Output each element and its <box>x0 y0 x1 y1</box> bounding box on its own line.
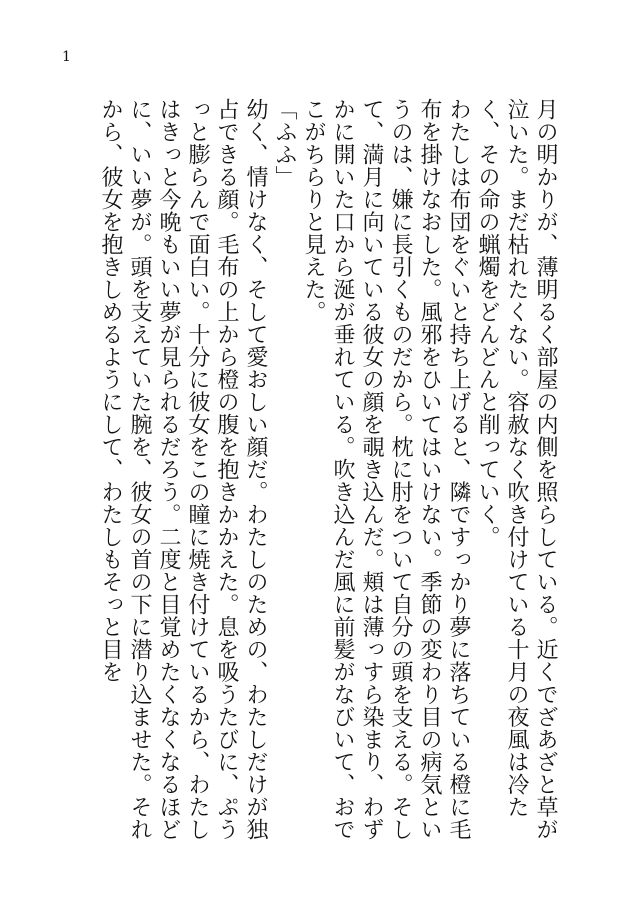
paragraph-3: 「ふふ」 <box>272 98 297 188</box>
paragraph-4: 幼く、情けなく、そして愛おしい顔だ。わたしのための、わたしだけが独占できる顔。毛布の上から橙の腹を抱きかかえた。息を吸うたびに、ぷうっと膨らんで面白い。十分に彼女をこの瞳に焼き付けているから、わたしはきっと今晩もいい夢が見られるだろう。二度と目覚めたくなくなるほどに、いい夢が。頭を支えていた腕を、彼女の首の下に潜り込ませた。それから、彼女を抱きしめるようにして、わたしもそっと目を <box>98 98 268 841</box>
paragraph-1: 月の明かりが、薄明るく部屋の内側を照らしている。近くでざあざと草が泣いた。まだ枯れたくない。容赦なく吹き付けている十月の夜風は冷たく、その命の蝋燭をどんどんと削っていく。 <box>475 98 558 841</box>
vertical-body-text <box>96 98 560 848</box>
paragraph-2: わたしは布団をぐいと持ち上げると、隣ですっかり夢に落ちている橙に毛布を掛けなおした。風邪をひいてはいけない。季節の変わり目の病気というのは、嫌に長引くものだから。枕に肘をついて自分の頭を支える。そして、満月に向いている彼女の顔を覗き込んだ。頬は薄っすら染まり、わずかに開いた口から涎が垂れている。吹き込んだ風に前髪がなびいて、おでこがちらりと見えた。 <box>301 98 471 841</box>
page-number: 1 <box>62 49 71 65</box>
